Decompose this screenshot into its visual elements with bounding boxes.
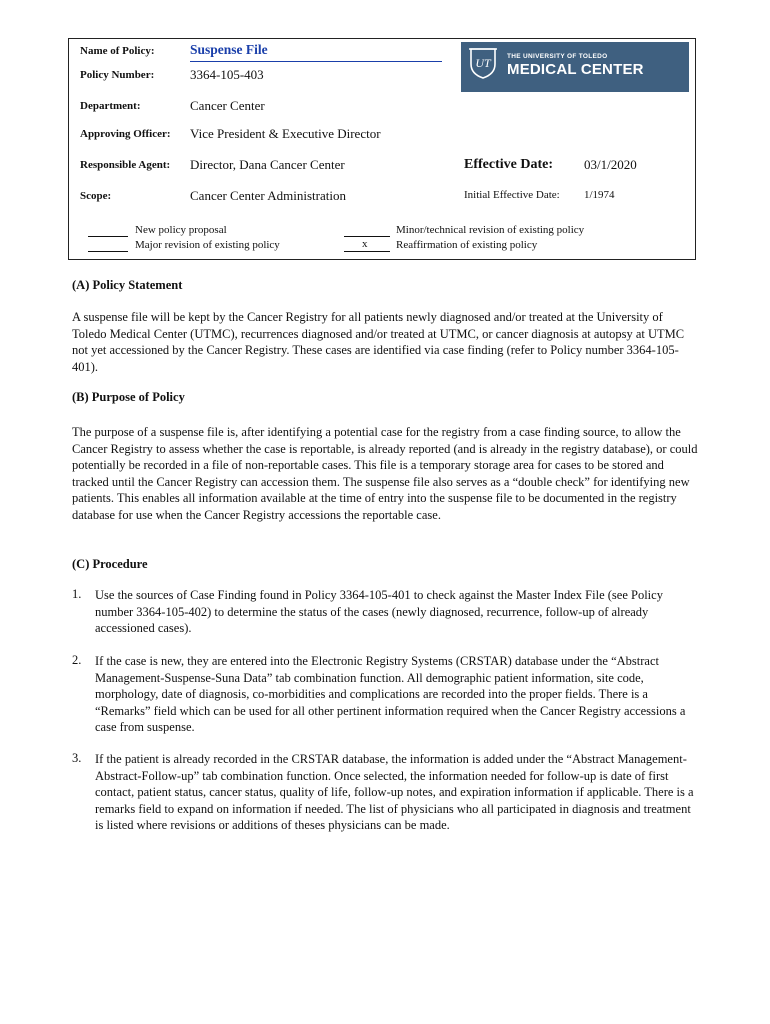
major-revision-blank (88, 251, 128, 252)
new-policy-label: New policy proposal (135, 224, 227, 236)
scope-label: Scope: (80, 190, 112, 202)
procedure-item-text: If the case is new, they are entered into the Electronic Registry Systems (CRSTAR) database under the “Abstract Management-Suspense-Suna Data” tab combination function. All demographic patient information, site code, morphology, date of diagnosis, co-morbidities and complications are recorded into the proper fields. There is a “Remarks” field which can be used for all other pertinent information required when the Cancer Registry accessions a case from suspense. (95, 654, 686, 734)
scope-value: Cancer Center Administration (190, 188, 346, 203)
policy-name-value: Suspense File (190, 42, 442, 62)
section-c-heading: (C) Procedure (72, 557, 148, 571)
effective-date-label: Effective Date: (464, 157, 554, 172)
responsible-agent-label: Responsible Agent: (80, 159, 171, 171)
section-a-body: A suspense file will be kept by the Cancer Registry for all patients newly diagnosed and/or treated at the University of Toledo Medical Center (UTMC), recurrences diagnosed and/or treated at UTMC, or cancer diagnosis at autopsy at UTMC not yet accessioned by the Cancer Registry. These cases are identified via case finding (refer to Policy number 3364-105-401). (72, 310, 685, 374)
reaffirmation-mark: x (362, 238, 368, 250)
logo-medical-center-text: MEDICAL CENTER (507, 61, 644, 78)
new-policy-blank (88, 236, 128, 237)
initial-effective-date-label: Initial Effective Date: (464, 189, 560, 201)
department-value: Cancer Center (190, 98, 265, 113)
ut-shield-icon (469, 46, 497, 80)
section-a-heading: (A) Policy Statement (72, 278, 183, 292)
approving-officer-value: Vice President & Executive Director (190, 126, 381, 141)
ut-medical-center-logo (461, 42, 689, 92)
reaffirmation-label: Reaffirmation of existing policy (396, 239, 538, 251)
approving-officer-label: Approving Officer: (80, 128, 171, 140)
procedure-item-text: Use the sources of Case Finding found in Policy 3364-105-401 to check against the Master Index File (see Policy number 3364-105-402) to determine the status of the cases (newly diagnosed, recurrence, follow-up of already accessioned cases). (95, 588, 663, 635)
procedure-item-number: 3. (72, 751, 82, 765)
initial-effective-date-value: 1/1974 (584, 189, 615, 201)
effective-date-value: 03/1/2020 (584, 157, 637, 172)
responsible-agent-value: Director, Dana Cancer Center (190, 157, 345, 172)
policy-number-value: 3364-105-403 (190, 67, 264, 82)
logo-university-text: THE UNIVERSITY OF TOLEDO (507, 53, 608, 60)
procedure-item-text: If the patient is already recorded in the CRSTAR database, the information is added under the “Abstract Management-Abstract-Follow-up” tab combination function. Once selected, the information needed for follow-up is date of first contact, patient status, cancer status, quality of life, follow-up notes, and expiration information if applicable. There is a remarks field to expand on information if needed. The list of physicians who all participated in diagnosis and treatment is listed where revisions or additions of theses physicians can be made. (95, 752, 694, 832)
minor-revision-label: Minor/technical revision of existing policy (396, 224, 585, 236)
section-b-heading: (B) Purpose of Policy (72, 390, 185, 404)
procedure-item-number: 2. (72, 653, 82, 667)
major-revision-label: Major revision of existing policy (135, 239, 280, 251)
reaffirmation-blank (344, 251, 390, 252)
procedure-item-number: 1. (72, 587, 82, 601)
policy-name-label: Name of Policy: (80, 45, 155, 57)
department-label: Department: (80, 100, 141, 112)
policy-number-label: Policy Number: (80, 69, 155, 81)
shield-text: UT (475, 56, 491, 70)
section-b-body: The purpose of a suspense file is, after identifying a potential case for the registry from a case finding source, to allow the Cancer Registry to assess whether the case is reportable, is already reported (and is already in the registry database), or could potentially be recorded in a file of non-reportable cases. This file is a temporary storage area for cases to be stored and tracked until the Cancer Registry can accession them. The suspense file also serves as a “double check” for identifying new patients. This enables all information available at the time of entry into the suspense file to be documented in the registry database for use when the Cancer Registry accessions the reportable case. (72, 425, 698, 522)
minor-revision-blank (344, 236, 390, 237)
